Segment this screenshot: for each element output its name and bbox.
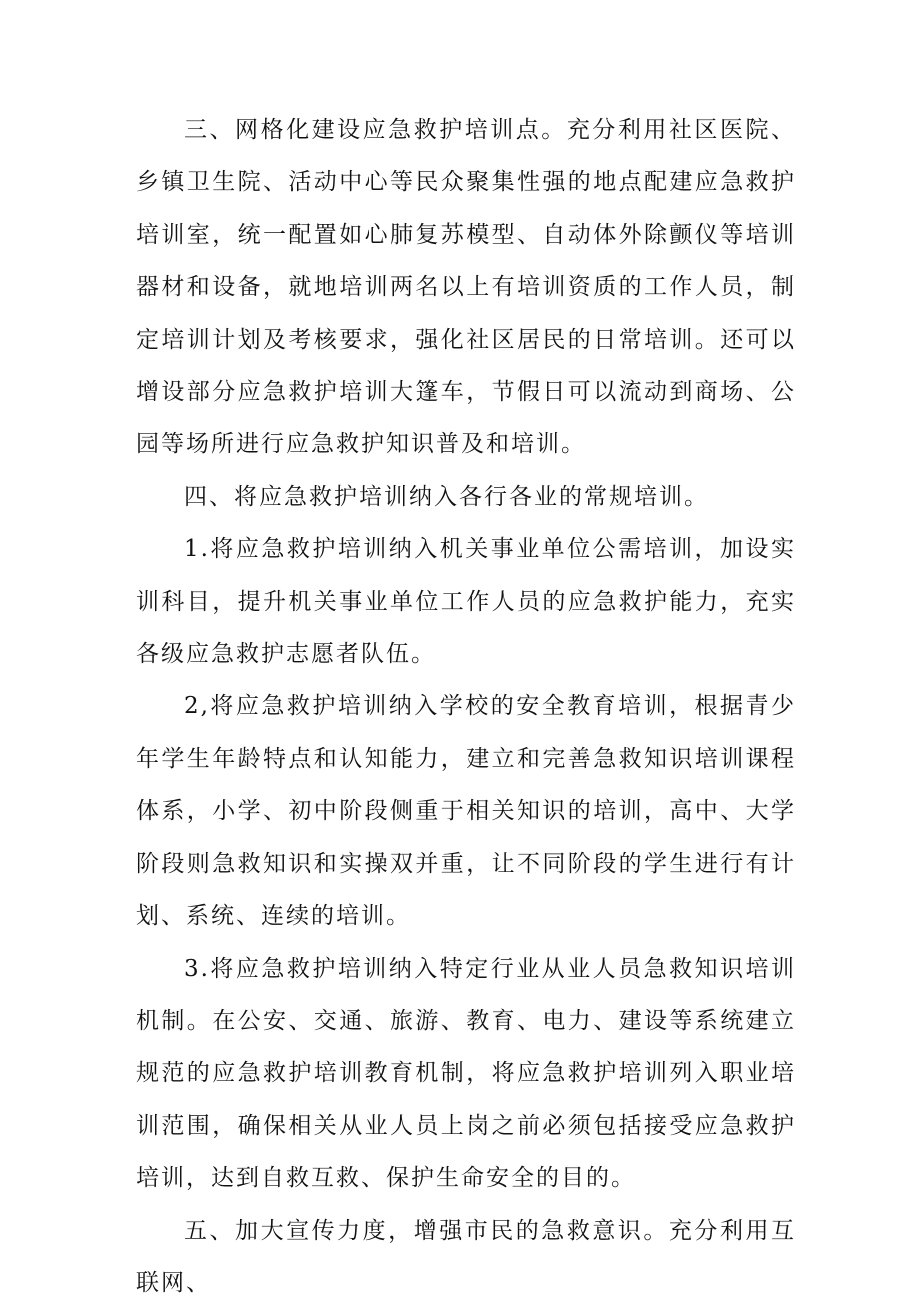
paragraph-item-1: 1.将应急救护培训纳入机关事业单位公需培训，加设实训科目，提升机关事业单位工作人员的应急救护能力，充实各级应急救护志愿者队伍。 (136, 536, 796, 668)
paragraph-item-2: 2,将应急救护培训纳入学校的安全教育培训，根据青少年学生年龄特点和认知能力，建立和完善急救知识培训课程体系，小学、初中阶段侧重于相关知识的培训，高中、大学阶段则急救知识和实操双并重，让不同阶段的学生进行有计划、系统、连续的培训。 (136, 693, 796, 930)
paragraph-item-3: 3.将应急救护培训纳入特定行业从业人员急救知识培训机制。在公安、交通、旅游、教育、电力、建设等系统建立规范的应急救护培训教育机制，将应急救护培训列入职业培训范围，确保相关从业人员上岗之前必须包括接受应急救护培训，达到自救互救、保护生命安全的目的。 (136, 955, 796, 1192)
paragraph-training-points: 三、网格化建设应急救护培训点。充分利用社区医院、乡镇卫生院、活动中心等民众聚集性强的地点配建应急救护培训室，统一配置如心肺复苏模型、自动体外除颤仪等培训器材和设备，就地培训两名以上有培训资质的工作人员，制定培训计划及考核要求，强化社区居民的日常培训。还可以增设部分应急救护培训大篷车，节假日可以流动到商场、公园等场所进行应急救护知识普及和培训。 (136, 117, 796, 458)
paragraph-publicity: 五、加大宣传力度，增强市民的急救意识。充分利用互联网、 (136, 1217, 796, 1296)
paragraph-industry-training: 四、将应急救护培训纳入各行各业的常规培训。 (184, 483, 709, 510)
document-body (136, 104, 796, 1309)
